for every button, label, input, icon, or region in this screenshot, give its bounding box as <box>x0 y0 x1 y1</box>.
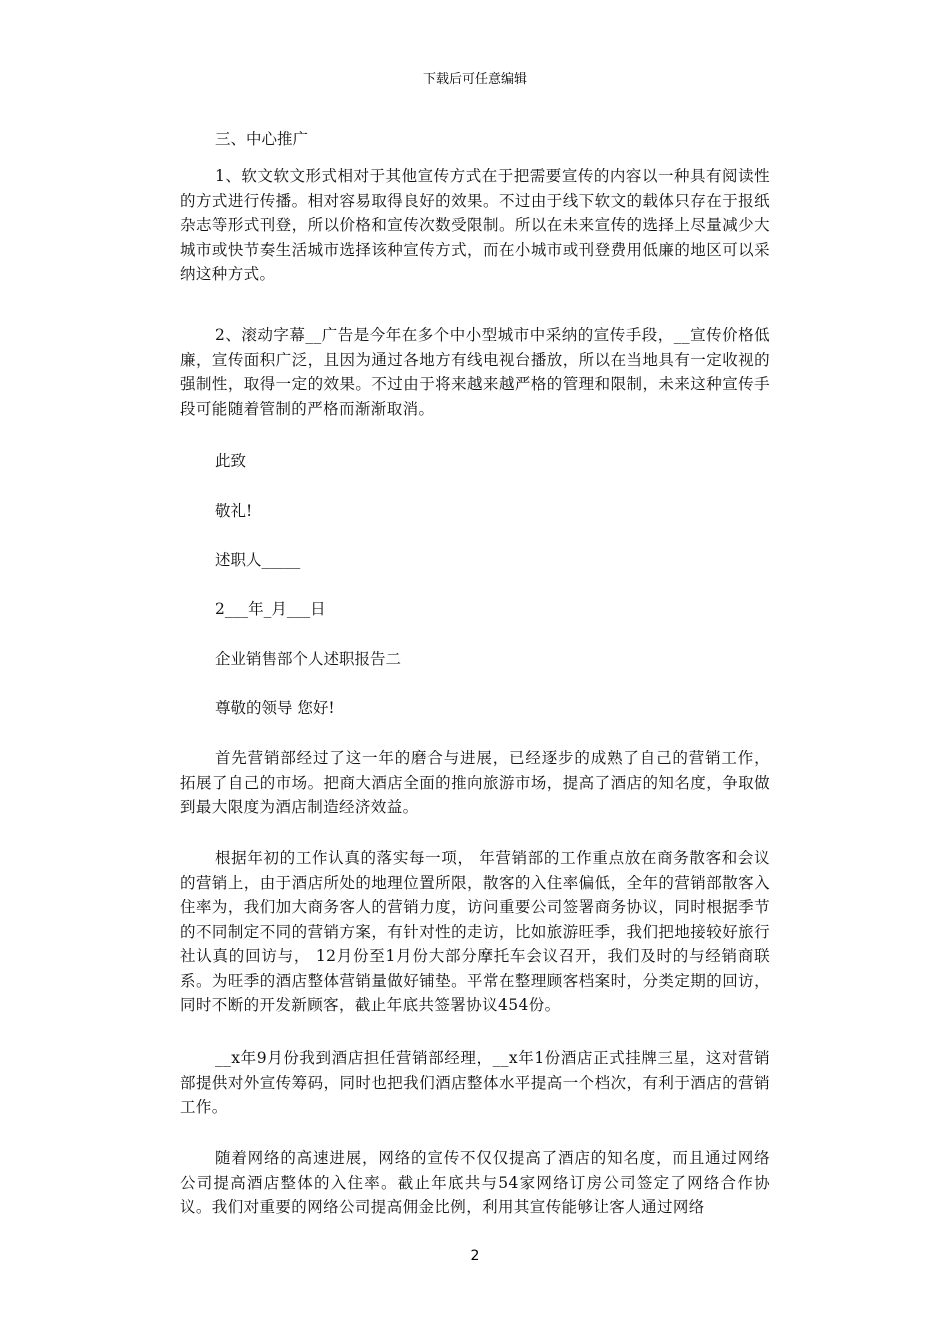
closing-regards: 敬礼! <box>215 502 253 520</box>
reporter-signature-line: 述职人_____ <box>215 551 301 569</box>
paragraph-soft-article: 1、软文软文形式相对于其他宣传方式在于把需要宣传的内容以一种具有阅读性的方式进行传播。相对容易取得良好的效果。不过由于线下软文的载体只存在于报纸杂志等形式刊登，所以价格和宣传次数受限制。所以在未来宣传的选择上尽量减少大城市或快节奏生活城市选择该种宣传方式，而在小城市或刊登费用低廉的地区可以采纳这种方式。 <box>180 167 770 283</box>
report-title: 企业销售部个人述职报告二 <box>215 650 402 668</box>
page-header-note: 下载后可任意编辑 <box>422 72 527 87</box>
date-line: 2___年_月___日 <box>215 600 326 618</box>
paragraph-scrolling-caption: 2、滚动字幕__广告是今年在多个中小型城市中采纳的宣传手段，__宣传价格低廉，宣传面积广泛，且因为通过各地方有线电视台播放，所以在当地具有一定收视的强制性，取得一定的效果。不过由于将来越来越严格的管理和限制，未来这种宣传手段可能随着管制的严格而渐渐取消。 <box>180 326 770 418</box>
page-number: 2 <box>470 1248 480 1264</box>
paragraph-intro: 首先营销部经过了这一年的磨合与进展，已经逐步的成熟了自己的营销工作，拓展了自己的市场。把商大酒店全面的推向旅游市场，提高了酒店的知名度，争取做到最大限度为酒店制造经济效益。 <box>180 749 770 816</box>
salutation: 尊敬的领导 您好! <box>215 699 335 717</box>
paragraph-plan: 根据年初的工作认真的落实每一项， 年营销部的工作重点放在商务散客和会议的营销上，由于酒店所处的地理位置所限，散客的入住率偏低，全年的营销部散客入住率为，我们加大商务客人的营销力度，访问重要公司签署商务协议，同时根据季节的不同制定不同的营销方案，有针对性的走访，比如旅游旺季，我们把地接较好旅行社认真的回访与， 12月份至1月份大部分摩托车会议召开，我们及时的与经销商联系。为旺季的酒店整体营销量做好铺垫。平常在整理顾客档案时，分类定期的回访，同时不断的开发新顾客，截止年底共签署协议454份。 <box>180 849 770 1014</box>
section-heading: 三、中心推广 <box>215 130 309 148</box>
closing-salutation: 此致 <box>215 452 247 470</box>
paragraph-manager: __x年9月份我到酒店担任营销部经理，__x年1份酒店正式挂牌三星，这对营销部提供对外宣传筹码，同时也把我们酒店整体水平提高一个档次，有利于酒店的营销工作。 <box>180 1049 770 1116</box>
paragraph-network: 随着网络的高速进展，网络的宣传不仅仅提高了酒店的知名度，而且通过网络公司提高酒店整体的入住率。截止年底共与54家网络订房公司签定了网络合作协议。我们对重要的网络公司提高佣金比例，利用其宣传能够让客人通过网络 <box>180 1149 770 1216</box>
